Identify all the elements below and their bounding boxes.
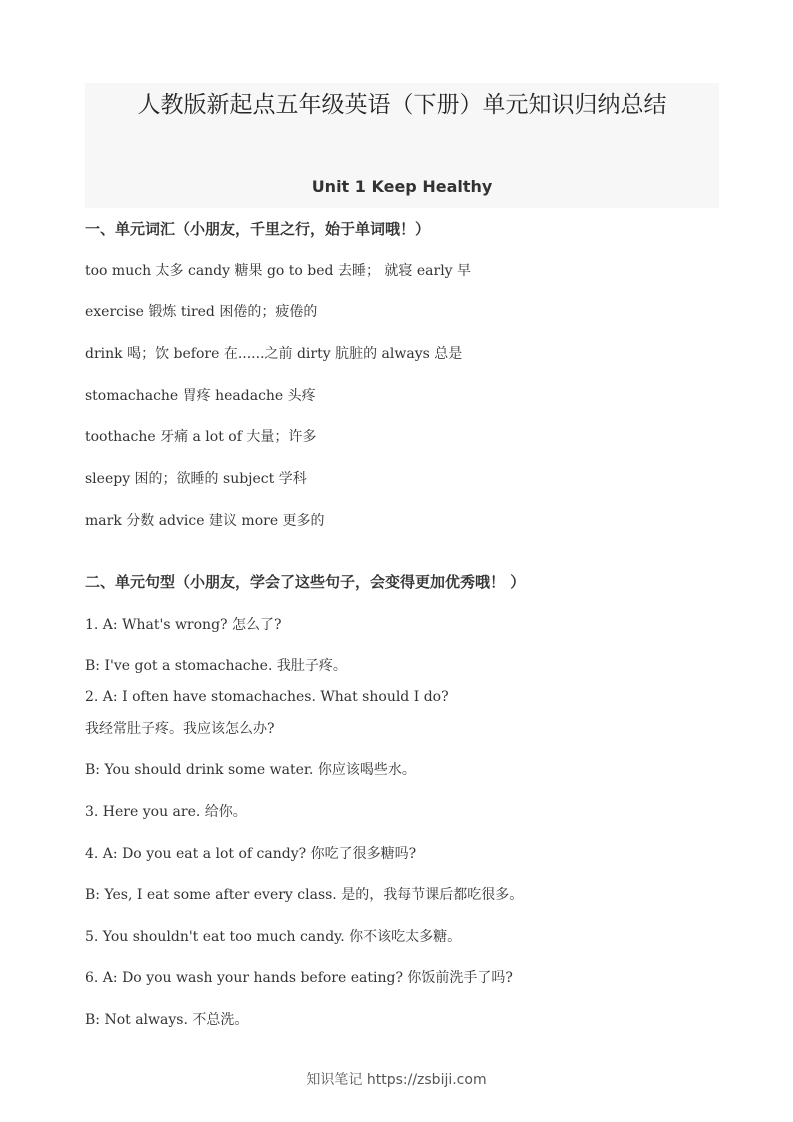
unit-title: Unit 1 Keep Healthy: [311, 177, 493, 196]
vocab-line: mark 分数 advice 建议 more 更多的: [85, 513, 325, 529]
vocab-line: toothache 牙痛 a lot of 大量；许多: [85, 429, 317, 445]
vocab-line: stomachache 胃疼 headache 头疼: [85, 388, 316, 404]
sentence-line: 1. A: What's wrong? 怎么了?: [85, 617, 282, 633]
sentence-line: B: You should drink some water. 你应该喝些水。: [85, 762, 416, 778]
vocab-line: too much 太多 candy 糖果 go to bed 去睡； 就寝 early 早: [85, 263, 472, 279]
sentence-line: 3. Here you are. 给你。: [85, 804, 247, 820]
vocab-heading: 一、单元词汇（小朋友，千里之行，始于单词哦！）: [85, 220, 431, 238]
sentence-line: B: Yes, I eat some after every class. 是的，我每节课后都吃很多。: [85, 887, 524, 903]
sentence-line: 6. A: Do you wash your hands before eating? 你饭前洗手了吗?: [85, 970, 513, 986]
sentence-line: 2. A: I often have stomachaches. What should I do?: [85, 689, 449, 705]
sentence-line: 我经常肚子疼。我应该怎么办?: [85, 721, 275, 737]
sentence-line: B: I've got a stomachache. 我肚子疼。: [85, 658, 347, 674]
sentence-line: 4. A: Do you eat a lot of candy? 你吃了很多糖吗?: [85, 846, 417, 862]
vocab-line: sleepy 困的；欲睡的 subject 学科: [85, 471, 307, 487]
vocab-line: exercise 锻炼 tired 困倦的；疲倦的: [85, 304, 318, 320]
footer-link[interactable]: 知识笔记 https://zsbiji.com: [306, 1072, 487, 1088]
sentence-heading: 二、单元句型（小朋友，学会了这些句子，会变得更加优秀哦！ ）: [85, 573, 526, 591]
sentence-line: B: Not always. 不总洗。: [85, 1012, 249, 1028]
sentence-line: 5. You shouldn't eat too much candy. 你不该吃太多糖。: [85, 929, 462, 945]
vocab-line: drink 喝；饮 before 在......之前 dirty 肮脏的 always 总是: [85, 346, 463, 362]
page-title: 人教版新起点五年级英语（下册）单元知识归纳总结: [137, 92, 667, 118]
